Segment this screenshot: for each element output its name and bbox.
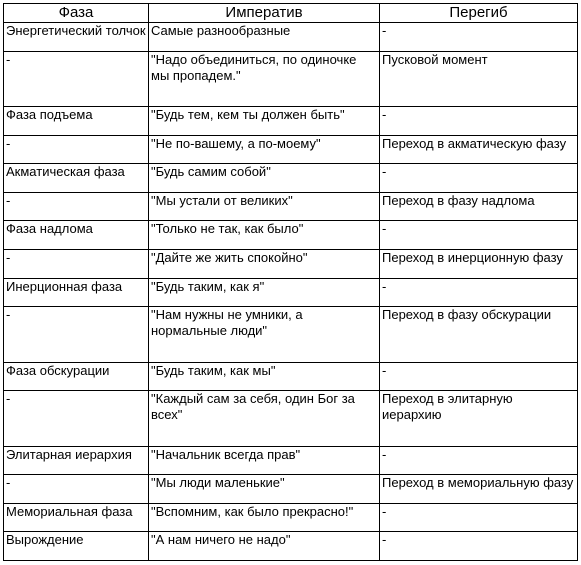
- cell-inflection: -: [380, 23, 578, 52]
- table-row: [4, 278, 578, 307]
- cell-inflection: -: [380, 107, 578, 136]
- table-row: [4, 249, 578, 278]
- cell-inflection: Переход в инерционную фазу: [380, 249, 578, 278]
- cell-inflection: Переход в мемориальную фазу: [380, 475, 578, 504]
- cell-inflection: -: [380, 446, 578, 475]
- cell-phase: Вырождение: [4, 532, 149, 561]
- cell-phase: -: [4, 307, 149, 362]
- cell-inflection: Переход в акматическую фазу: [380, 135, 578, 164]
- column-header-imperative: Императив: [149, 4, 380, 23]
- cell-imperative: "Надо объединиться, по одиночке мы пропадем.": [149, 51, 380, 106]
- cell-inflection: Переход в фазу обскурации: [380, 307, 578, 362]
- cell-phase: -: [4, 192, 149, 221]
- cell-inflection: -: [380, 164, 578, 193]
- cell-imperative: "Каждый сам за себя, один Бог за всех": [149, 391, 380, 446]
- cell-imperative: "Нам нужны не умники, а нормальные люди": [149, 307, 380, 362]
- table-row: [4, 192, 578, 221]
- table-row: [4, 23, 578, 52]
- cell-imperative: "А нам ничего не надо": [149, 532, 380, 561]
- table-row: [4, 307, 578, 362]
- table-row: [4, 503, 578, 532]
- cell-phase: Фаза надлома: [4, 221, 149, 250]
- cell-imperative: "Дайте же жить спокойно": [149, 249, 380, 278]
- cell-imperative: "Будь самим собой": [149, 164, 380, 193]
- phases-table: [3, 3, 578, 561]
- cell-inflection: -: [380, 221, 578, 250]
- cell-imperative: "Только не так, как было": [149, 221, 380, 250]
- table-row: [4, 135, 578, 164]
- cell-inflection: -: [380, 503, 578, 532]
- cell-phase: -: [4, 249, 149, 278]
- cell-phase: Фаза подъема: [4, 107, 149, 136]
- cell-phase: Энергетический толчок: [4, 23, 149, 52]
- cell-inflection: Переход в элитарную иерархию: [380, 391, 578, 446]
- cell-phase: Акматическая фаза: [4, 164, 149, 193]
- table-row: [4, 532, 578, 561]
- table-row: [4, 51, 578, 106]
- cell-imperative: "Не по-вашему, а по-моему": [149, 135, 380, 164]
- cell-imperative: Самые разнообразные: [149, 23, 380, 52]
- table-row: [4, 362, 578, 391]
- cell-phase: Мемориальная фаза: [4, 503, 149, 532]
- table-header-row: [4, 4, 578, 23]
- cell-imperative: "Будь таким, как я": [149, 278, 380, 307]
- cell-phase: -: [4, 51, 149, 106]
- cell-phase: Элитарная иерархия: [4, 446, 149, 475]
- cell-inflection: -: [380, 532, 578, 561]
- cell-imperative: "Будь тем, кем ты должен быть": [149, 107, 380, 136]
- cell-inflection: Переход в фазу надлома: [380, 192, 578, 221]
- column-header-inflection: Перегиб: [380, 4, 578, 23]
- cell-imperative: "Мы устали от великих": [149, 192, 380, 221]
- cell-phase: Инерционная фаза: [4, 278, 149, 307]
- cell-phase: -: [4, 135, 149, 164]
- cell-inflection: -: [380, 278, 578, 307]
- phases-table-container: [3, 3, 577, 561]
- column-header-phase: Фаза: [4, 4, 149, 23]
- cell-phase: -: [4, 475, 149, 504]
- cell-phase: Фаза обскурации: [4, 362, 149, 391]
- table-row: [4, 164, 578, 193]
- table-row: [4, 107, 578, 136]
- table-row: [4, 446, 578, 475]
- cell-imperative: "Вспомним, как было прекрасно!": [149, 503, 380, 532]
- cell-inflection: -: [380, 362, 578, 391]
- table-row: [4, 475, 578, 504]
- cell-imperative: "Будь таким, как мы": [149, 362, 380, 391]
- table-row: [4, 221, 578, 250]
- cell-phase: -: [4, 391, 149, 446]
- table-row: [4, 391, 578, 446]
- cell-imperative: "Мы люди маленькие": [149, 475, 380, 504]
- cell-imperative: "Начальник всегда прав": [149, 446, 380, 475]
- cell-inflection: Пусковой момент: [380, 51, 578, 106]
